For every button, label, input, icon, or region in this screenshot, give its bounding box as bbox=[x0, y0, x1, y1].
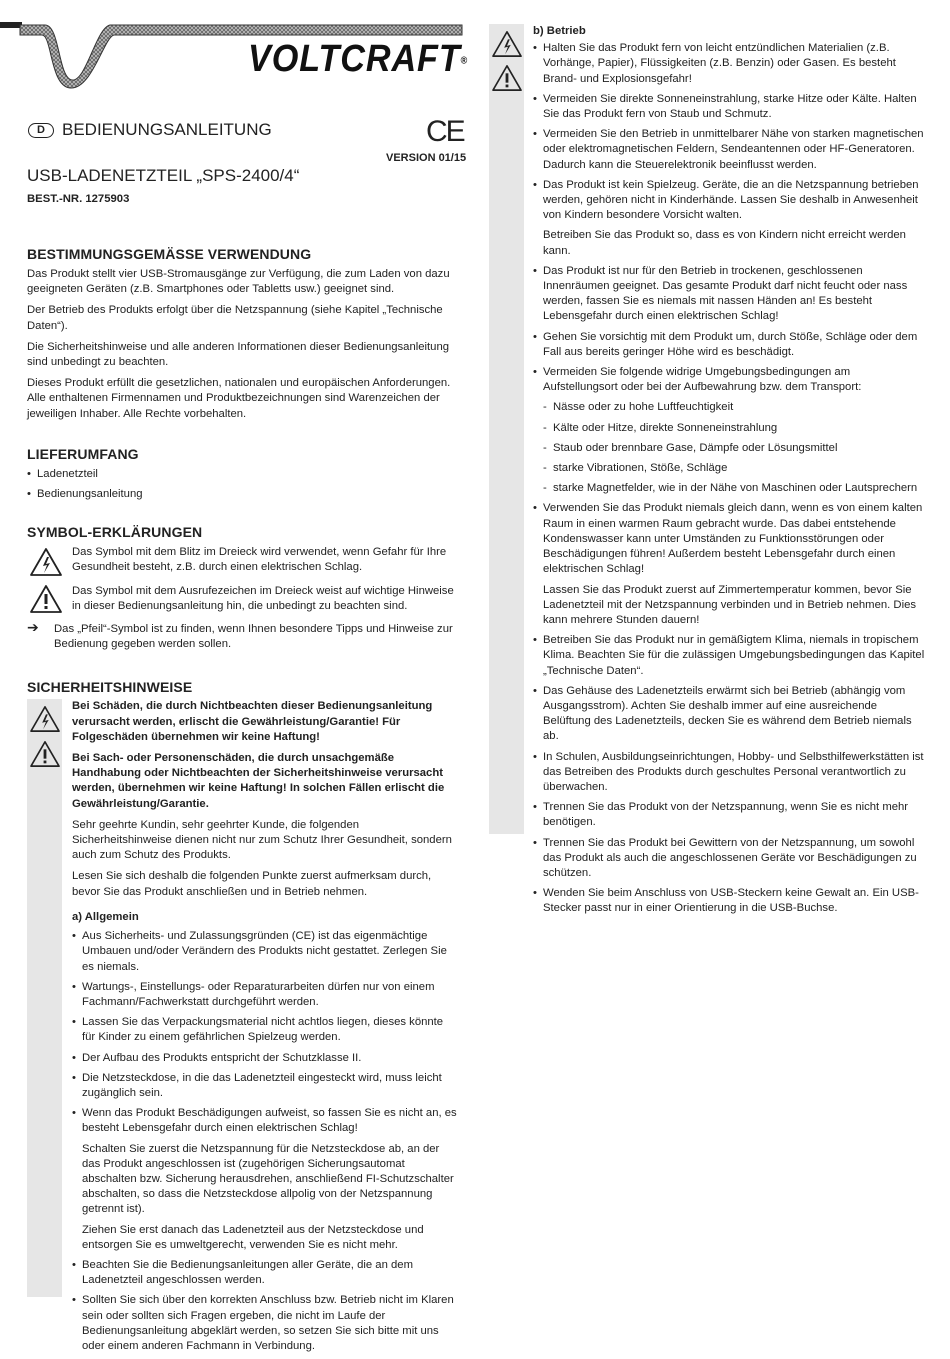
list-item: • Halten Sie das Produkt fern von leicht entzündlichen Materialien (z.B. Vorhänge, Papier), Flüssigkeiten (z.B. Benzin) oder Gasen. Es besteht Brand- und Explosionsgefahr! bbox=[533, 41, 925, 87]
list-item: • In Schulen, Ausbildungseinrichtungen, Hobby- und Selbsthilfewerkstätten ist das Betreiben des Produkts durch geschultes Personal verantwortlich zu überwachen. bbox=[533, 750, 925, 796]
list-item: • Trennen Sie das Produkt bei Gewittern von der Netzspannung, um sowohl das Produkt als auch die angeschlossenen Geräte vor Beschädigungen zu schützen. bbox=[533, 836, 925, 882]
list-item: • Vermeiden Sie direkte Sonneneinstrahlung, starke Hitze oder Kälte. Halten Sie das Produkt fern von Staub und Schmutz. bbox=[533, 92, 925, 122]
list-item: • Verwenden Sie das Produkt niemals gleich dann, wenn es von einem kalten Raum in einen warmen Raum gebracht wurde. Das dabei entstehende Kondenswasser kann unter Umständen zu Funktionsstörungen oder Beschädigungen führen! Außerdem besteht Lebensgefahr durch einen elektrischen Schlag! bbox=[533, 501, 925, 577]
list-item: • Wartungs-, Einstellungs- oder Reparaturarbeiten dürfen nur von einem Fachmann/Fachwerkstatt durchgeführt werden. bbox=[72, 980, 457, 1010]
exclamation-warning-icon bbox=[491, 64, 523, 92]
ce-mark: CE bbox=[426, 115, 464, 148]
left-column bbox=[27, 246, 457, 1359]
operation-subtext-c: Lassen Sie das Produkt zuerst auf Zimmertemperatur kommen, bevor Sie Ladenetzteil mit der Netzspannung verbinden und in Betrieb nehmen. Dies kann mehrere Stunden dauern! bbox=[543, 583, 917, 626]
list-item: • Das Produkt ist kein Spielzeug. Geräte, die an die Netzspannung betrieben werden, gehören nicht in Kinderhände. Lassen Sie deshalb in Anwesenheit von Kindern besondere Vorsicht walten. bbox=[533, 178, 925, 224]
order-number: BEST.-NR. 1275903 bbox=[27, 193, 130, 205]
list-item: - starke Vibrationen, Stöße, Schläge bbox=[543, 461, 925, 476]
symbol-exclamation-text: Das Symbol mit dem Ausrufezeichen im Dreieck weist auf wichtige Hinweise in dieser Bedienungsanleitung hin, die unbedingt zu beachten sind. bbox=[72, 584, 454, 612]
symbol-arrow-row bbox=[27, 622, 457, 652]
intended-use-p2: Der Betrieb des Produkts erfolgt über die Netzspannung (siehe Kapitel „Technische Daten“). bbox=[27, 304, 443, 332]
safety-intro-2: Lesen Sie sich deshalb die folgenden Punkte zuerst aufmerksam durch, bevor Sie das Produkt anschließen und in Betrieb nehmen. bbox=[72, 870, 432, 898]
symbol-arrow-text: Das „Pfeil“-Symbol ist zu finden, wenn Ihnen besondere Tipps und Hinweise zur Bedienung gegeben werden sollen. bbox=[54, 623, 453, 651]
list-item: • Gehen Sie vorsichtig mit dem Produkt um, durch Stöße, Schläge oder dem Fall aus bereits geringer Höhe wird es beschädigt. bbox=[533, 330, 925, 360]
language-badge bbox=[28, 123, 54, 138]
list-item: • Betreiben Sie das Produkt nur in gemäßigtem Klima, niemals in tropischem Klima. Beachten Sie für die zulässigen Umgebungsbedingungen das Kapitel „Technische Daten“. bbox=[533, 633, 925, 679]
heading-symbols: SYMBOL-ERKLÄRUNGEN bbox=[27, 524, 203, 541]
general-subtext-1: Schalten Sie zuerst die Netzspannung für die Netzsteckdose ab, an der das Produkt angeschlossen ist (zugehörigen Sicherungsautomat abschalten bzw. Sicherung herausdrehen, anschließend FI-Schutzschalter abschalten, so dass die Netzsteckdose allpolig von der Netzspannung getrennt ist). bbox=[82, 1142, 454, 1216]
list-item: • Wenden Sie beim Anschluss von USB-Steckern keine Gewalt an. Ein USB-Stecker passt nur in einer Orientierung in die USB-Buchse. bbox=[533, 886, 925, 916]
product-title: USB-LADENETZTEIL „SPS-2400/4“ bbox=[27, 166, 300, 185]
list-item: - starke Magnetfelder, wie in der Nähe von Maschinen oder Lautsprechern bbox=[543, 481, 925, 496]
heading-general: a) Allgemein bbox=[72, 910, 139, 923]
heading-intended-use: BESTIMMUNGSGEMÄSSE VERWENDUNG bbox=[27, 246, 312, 262]
safety-bold-warning-2: Bei Sach- oder Personenschäden, die durch unsachgemäße Handhabung oder Nichtbeachten der Sicherheitshinweise verursacht werden, übernehmen wir keine Haftung! In solchen Fällen erlischt die Gewährleistung/Garantie. bbox=[72, 752, 445, 810]
symbol-lightning-row bbox=[27, 545, 457, 575]
list-item: • Die Netzsteckdose, in die das Ladenetzteil eingesteckt wird, muss leicht zugänglich sein. bbox=[72, 1071, 457, 1101]
safety-bold-warning-1: Bei Schäden, die durch Nichtbeachten dieser Bedienungsanleitung verursacht werden, erlischt die Gewährleistung/Garantie! Für Folgeschäden übernehmen wir keine Haftung! bbox=[72, 700, 433, 743]
list-item: - Kälte oder Hitze, direkte Sonneneinstrahlung bbox=[543, 421, 925, 436]
heading-scope: LIEFERUMFANG bbox=[27, 445, 139, 462]
doc-type-title: BEDIENUNGSANLEITUNG bbox=[62, 120, 272, 139]
heading-operation: b) Betrieb bbox=[533, 25, 586, 37]
exclamation-warning-icon bbox=[29, 740, 61, 768]
list-item: • Sollten Sie sich über den korrekten Anschluss bzw. Betrieb nicht im Klaren sein oder sollten sich Fragen ergeben, die nicht im Laufe der Bedienungsanleitung abgeklärt werden, so setzen Sie sich bitte mit uns oder einem anderen Fachmann in Verbindung. bbox=[72, 1293, 457, 1354]
list-item: • Bedienungsanleitung bbox=[27, 487, 457, 502]
arrow-icon: ➔ bbox=[27, 620, 39, 637]
brand-logo bbox=[248, 38, 469, 80]
list-item: - Staub oder brennbare Gase, Dämpfe oder Lösungsmittel bbox=[543, 441, 925, 456]
right-column bbox=[489, 24, 925, 922]
list-item: • Das Produkt ist nur für den Betrieb in trockenen, geschlossenen Innenräumen geeignet. Das gesamte Produkt darf nicht feucht oder nass werden, fassen Sie es niemals mit nassen Händen an! Es besteht Lebensgefahr durch einen elektrischen Schlag! bbox=[533, 264, 925, 325]
safety-sidebar bbox=[27, 699, 62, 1297]
list-item: • Trennen Sie das Produkt von der Netzspannung, wenn Sie es nicht mehr benötigen. bbox=[533, 800, 925, 830]
general-subtext-2: Ziehen Sie erst danach das Ladenetzteil aus der Netzsteckdose und entsorgen Sie es umweltgerecht, verwenden Sie es nicht mehr. bbox=[82, 1223, 424, 1251]
scope-list bbox=[27, 467, 457, 502]
list-item: • Der Aufbau des Produkts entspricht der Schutzklasse II. bbox=[72, 1051, 457, 1066]
version-label: VERSION 01/15 bbox=[386, 152, 467, 164]
operation-subtext-a: Betreiben Sie das Produkt so, dass es von Kindern nicht erreicht werden kann. bbox=[543, 229, 906, 257]
lightning-warning-icon bbox=[29, 705, 61, 733]
language-badge-label: D bbox=[37, 124, 45, 136]
list-item: • Lassen Sie das Verpackungsmaterial nicht achtlos liegen, dieses könnte für Kinder zu einem gefährlichen Spielzeug werden. bbox=[72, 1015, 457, 1045]
symbol-exclamation-row bbox=[27, 584, 457, 614]
operation-list-d bbox=[533, 633, 925, 916]
list-item: • Ladenetzteil bbox=[27, 467, 457, 482]
brand-logo-text: VOLTCRAFT bbox=[248, 38, 461, 80]
general-list-2 bbox=[72, 1258, 457, 1354]
operation-list-c bbox=[533, 501, 925, 577]
lightning-warning-icon bbox=[29, 547, 63, 577]
symbol-lightning-text: Das Symbol mit dem Blitz im Dreieck wird verwendet, wenn Gefahr für Ihre Gesundheit besteht, z.B. durch einen elektrischen Schlag. bbox=[72, 546, 447, 574]
safety-intro-1: Sehr geehrte Kundin, sehr geehrter Kunde, die folgenden Sicherheitshinweise dienen nicht nur zum Schutz Ihrer Gesundheit, sondern auch zum Schutz des Produkts. bbox=[72, 818, 452, 862]
lightning-warning-icon bbox=[491, 30, 523, 58]
operation-list-a bbox=[533, 41, 925, 223]
list-item: • Vermeiden Sie den Betrieb in unmittelbarer Nähe von starken magnetischen oder elektromagnetischen Feldern, Sendeantennen oder HF-Generatoren. Dadurch kann die Steuerelektronik beeinflusst werden. bbox=[533, 127, 925, 173]
list-item: • Aus Sicherheits- und Zulassungsgründen (CE) ist das eigenmächtige Umbauen und/oder Verändern des Produkts nicht gestattet. Zerlegen Sie es niemals. bbox=[72, 929, 457, 975]
heading-safety: SICHERHEITSHINWEISE bbox=[27, 679, 193, 696]
intended-use-p3: Die Sicherheitshinweise und alle anderen Informationen dieser Bedienungsanleitung sind unbedingt zu beachten. bbox=[27, 340, 450, 369]
conditions-list bbox=[543, 400, 925, 496]
list-item: • Vermeiden Sie folgende widrige Umgebungsbedingungen am Aufstellungsort oder bei der Aufbewahrung bzw. dem Transport: bbox=[533, 365, 925, 395]
operation-sidebar bbox=[489, 24, 524, 834]
operation-list-b bbox=[533, 264, 925, 396]
intended-use-p4: Dieses Produkt erfüllt die gesetzlichen, nationalen und europäischen Anforderungen. Alle enthaltenen Firmennamen und Produktbezeichnungen sind Warenzeichen der jeweiligen Inhaber. Alle Rechte vorbehalten. bbox=[27, 377, 451, 420]
list-item: • Das Gehäuse des Ladenetzteils erwärmt sich bei Betrieb (abhängig vom Ausgangsstrom). Achten Sie deshalb immer auf eine ausreichende Belüftung des Ladenetzteils, decken Sie es während dem Betrieb niemals ab. bbox=[533, 684, 925, 745]
list-item: • Wenn das Produkt Beschädigungen aufweist, so fassen Sie es nicht an, es besteht Lebensgefahr durch einen elektrischen Schlag! bbox=[72, 1106, 457, 1136]
list-item: • Beachten Sie die Bedienungsanleitungen aller Geräte, die an dem Ladenetzteil angeschlossen werden. bbox=[72, 1258, 457, 1288]
exclamation-warning-icon bbox=[29, 584, 63, 614]
safety-block bbox=[27, 699, 457, 1354]
intended-use-p1: Das Produkt stellt vier USB-Stromausgänge zur Verfügung, die zum Laden von dazu geeigneten Geräten (z.B. Smartphones oder Tabletts usw.) geeignet sind. bbox=[27, 268, 450, 296]
list-item: - Nässe oder zu hohe Luftfeuchtigkeit bbox=[543, 400, 925, 415]
general-list bbox=[72, 929, 457, 1136]
registered-mark: ® bbox=[460, 55, 469, 67]
